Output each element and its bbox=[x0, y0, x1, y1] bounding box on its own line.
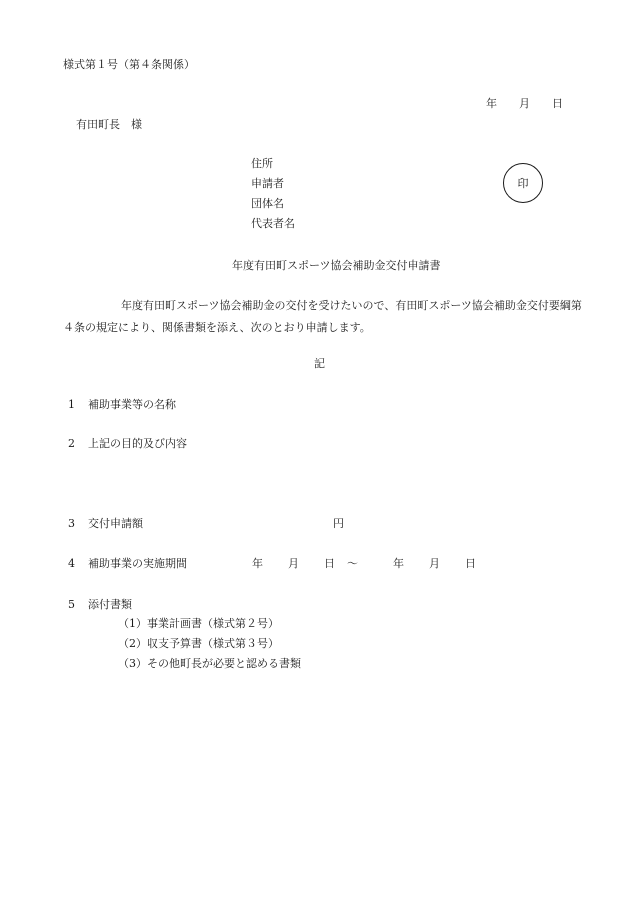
amount-unit: 円 bbox=[333, 517, 344, 530]
period-start-month: 月 bbox=[288, 557, 299, 570]
applicant-label: 申請者 bbox=[251, 177, 284, 190]
date-month: 月 bbox=[519, 97, 530, 110]
addressee: 有田町長 様 bbox=[76, 118, 142, 131]
attachment-2: （2）収支予算書（様式第３号） bbox=[118, 637, 279, 650]
period-line bbox=[252, 557, 476, 571]
item-label: 添付書類 bbox=[88, 598, 132, 611]
period-end-day: 日 bbox=[465, 557, 476, 570]
seal-mark bbox=[503, 163, 543, 203]
item-number: 3 bbox=[68, 517, 75, 530]
item-3 bbox=[68, 517, 143, 531]
date-day: 日 bbox=[552, 97, 563, 110]
item-5 bbox=[68, 598, 132, 612]
ki-heading: 記 bbox=[314, 357, 325, 370]
item-2 bbox=[68, 437, 187, 451]
item-number: 2 bbox=[68, 437, 75, 450]
item-label: 上記の目的及び内容 bbox=[88, 437, 187, 450]
document-title: 年度有田町スポーツ協会補助金交付申請書 bbox=[232, 259, 441, 272]
applicant-group-label: 団体名 bbox=[251, 197, 284, 210]
attachment-1: （1）事業計画書（様式第２号） bbox=[118, 617, 279, 630]
period-start-day: 日 bbox=[324, 557, 335, 570]
seal-text: 印 bbox=[517, 176, 529, 190]
period-tilde: ～ bbox=[347, 557, 358, 570]
applicant-representative-label: 代表者名 bbox=[251, 217, 295, 230]
item-label: 交付申請額 bbox=[88, 517, 143, 530]
period-start-year: 年 bbox=[252, 557, 263, 570]
item-4 bbox=[68, 557, 187, 571]
body-paragraph: 年度有田町スポーツ協会補助金の交付を受けたいので、有田町スポーツ協会補助金交付要綱第４条の規定により、関係書類を添え、次のとおり申請します。 bbox=[63, 299, 582, 334]
form-number: 様式第１号（第４条関係） bbox=[63, 58, 195, 71]
item-label: 補助事業の実施期間 bbox=[88, 557, 187, 570]
item-number: 4 bbox=[68, 557, 75, 570]
date-line bbox=[486, 97, 563, 111]
item-1 bbox=[68, 398, 176, 412]
attachment-3: （3）その他町長が必要と認める書類 bbox=[118, 657, 301, 670]
date-year: 年 bbox=[486, 97, 497, 110]
item-number: 1 bbox=[68, 398, 75, 411]
item-label: 補助事業等の名称 bbox=[88, 398, 176, 411]
period-end-month: 月 bbox=[429, 557, 440, 570]
applicant-address-label: 住所 bbox=[251, 157, 273, 170]
item-number: 5 bbox=[68, 598, 75, 611]
period-end-year: 年 bbox=[393, 557, 404, 570]
